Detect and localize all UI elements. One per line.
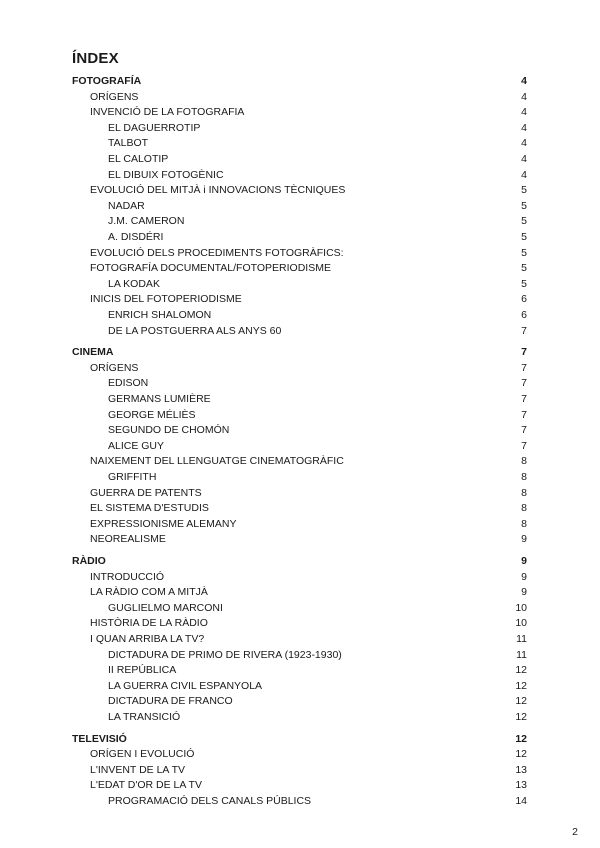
toc-entry-title: EXPRESSIONISME ALEMANY	[90, 517, 237, 530]
toc-entry-title: TALBOT	[108, 137, 149, 150]
toc-entry-page: 7	[521, 393, 527, 405]
toc-entry[interactable]	[0, 308, 600, 322]
toc-entry[interactable]	[0, 168, 600, 182]
toc-entry-title: L'INVENT DE LA TV	[90, 763, 185, 776]
toc-entry[interactable]	[0, 585, 600, 599]
toc-entry-page: 10	[515, 601, 527, 614]
toc-entry-title: ORÍGENS	[90, 361, 139, 374]
toc-entry-title: II REPÚBLICA	[108, 664, 177, 677]
toc-entry-page: 5	[521, 246, 527, 259]
toc-entry-title: GERMANS LUMIÈRE	[108, 393, 211, 405]
toc-entry-page: 7	[521, 424, 527, 437]
toc-entry[interactable]	[0, 90, 600, 104]
toc-entry-title: A. DISDÉRI	[108, 231, 164, 243]
toc-entry-title: SEGUNDO DE CHOMÓN	[108, 424, 230, 437]
toc-entry-page: 5	[521, 262, 527, 275]
toc-entry[interactable]	[0, 486, 600, 500]
toc-entry[interactable]	[0, 632, 600, 646]
toc-entry[interactable]	[0, 694, 600, 708]
page-number: 2	[572, 826, 578, 838]
toc-entry-page: 5	[521, 277, 527, 290]
toc-entry-title: J.M. CAMERON	[108, 215, 185, 228]
toc-entry-title: EDISON	[108, 377, 149, 390]
toc-entry-page: 14	[515, 795, 527, 807]
toc-entry-page: 4	[521, 75, 527, 87]
toc-entry-page: 4	[521, 106, 527, 119]
toc-entry-page: 12	[515, 748, 527, 761]
toc-entry-title: INTRODUCCIÓ	[90, 570, 165, 583]
toc-entry-page: 4	[521, 137, 527, 150]
toc-entry[interactable]	[0, 324, 600, 338]
toc-entry-title: EL SISTEMA D'ESTUDIS	[90, 502, 209, 515]
toc-entry-title: LA KODAK	[108, 277, 160, 290]
toc-entry-page: 12	[515, 695, 527, 708]
toc-entry[interactable]	[0, 747, 600, 761]
toc-entry-title: GRIFFITH	[108, 471, 157, 483]
toc-entry[interactable]	[0, 517, 600, 531]
toc-entry-title: EVOLUCIÓ DEL MITJÀ i INNOVACIONS TÈCNIQUES	[90, 184, 346, 197]
toc-entry-page: 7	[521, 408, 527, 421]
toc-section[interactable]	[0, 554, 600, 568]
toc-entry[interactable]	[0, 261, 600, 275]
toc-entry-title: PROGRAMACIÓ DELS CANALS PÚBLICS	[108, 795, 312, 807]
toc-entry[interactable]	[0, 214, 600, 228]
toc-entry-title: ORÍGEN I EVOLUCIÓ	[90, 748, 195, 761]
toc-entry-page: 12	[515, 711, 527, 723]
toc-entry[interactable]	[0, 105, 600, 119]
toc-entry-title: LA GUERRA CIVIL ESPANYOLA	[108, 679, 263, 692]
toc-entry[interactable]	[0, 230, 600, 244]
toc-entry[interactable]	[0, 408, 600, 422]
toc-entry[interactable]	[0, 454, 600, 468]
toc-entry[interactable]	[0, 663, 600, 677]
toc-entry-page: 5	[521, 199, 527, 212]
toc-entry[interactable]	[0, 392, 600, 406]
toc-entry[interactable]	[0, 601, 600, 615]
page-title: ÍNDEX	[72, 50, 119, 67]
toc-entry[interactable]	[0, 763, 600, 777]
toc-entry-title: EL CALOTIP	[108, 153, 169, 165]
toc-entry-title: L'EDAT D'OR DE LA TV	[90, 779, 202, 792]
toc-entry-page: 8	[521, 502, 527, 515]
toc-entry[interactable]	[0, 376, 600, 390]
toc-entry[interactable]	[0, 501, 600, 515]
toc-entry-page: 4	[521, 121, 527, 134]
toc-entry[interactable]	[0, 778, 600, 792]
toc-entry[interactable]	[0, 439, 600, 453]
toc-entry[interactable]	[0, 361, 600, 375]
toc-entry-page: 7	[521, 361, 527, 374]
toc-entry-page: 11	[516, 633, 527, 645]
toc-entry-page: 4	[521, 90, 527, 103]
toc-section[interactable]	[0, 732, 600, 746]
toc-entry-title: INVENCIÓ DE LA FOTOGRAFIA	[90, 106, 245, 119]
toc-entry-title: GEORGE MÉLIÈS	[108, 408, 196, 421]
toc-entry-page: 8	[521, 455, 527, 468]
toc-entry-title: ALICE GUY	[108, 439, 165, 452]
toc-entry-page: 7	[521, 377, 527, 390]
toc-entry-title: EL DIBUIX FOTOGÈNIC	[108, 168, 224, 181]
toc-entry-page: 8	[521, 486, 527, 499]
toc-entry-title: NAIXEMENT DEL LLENGUATGE CINEMATOGRÀFIC	[90, 455, 344, 468]
toc-entry[interactable]	[0, 570, 600, 584]
toc-entry-page: 11	[516, 648, 527, 661]
toc-entry-page: 13	[515, 779, 527, 792]
toc-entry-title: GUERRA DE PATENTS	[90, 486, 202, 499]
toc-entry-page: 4	[521, 153, 527, 165]
toc-entry-page: 10	[515, 617, 527, 630]
toc-entry[interactable]	[0, 136, 600, 150]
toc-entry-title: LA RÀDIO COM A MITJÀ	[90, 586, 208, 599]
toc-entry-title: NADAR	[108, 199, 145, 212]
toc-entry-title: INICIS DEL FOTOPERIODISME	[90, 293, 242, 306]
toc-entry-page: 7	[521, 439, 527, 452]
toc-entry-title: FOTOGRAFÍA DOCUMENTAL/FOTOPERIODISME	[90, 262, 331, 275]
toc-entry[interactable]	[0, 183, 600, 197]
toc-entry-title: ORÍGENS	[90, 90, 139, 103]
toc-entry[interactable]	[0, 199, 600, 213]
toc-entry[interactable]	[0, 277, 600, 291]
toc-entry-title: HISTÒRIA DE LA RÀDIO	[90, 617, 208, 630]
toc-entry[interactable]	[0, 152, 600, 166]
toc-entry-title: DICTADURA DE PRIMO DE RIVERA (1923-1930)	[108, 648, 342, 661]
toc-section[interactable]	[0, 74, 600, 88]
toc-entry[interactable]	[0, 292, 600, 306]
toc-entry-page: 6	[521, 309, 527, 321]
toc-entry[interactable]	[0, 246, 600, 260]
toc-entry-title: RÀDIO	[72, 555, 106, 567]
toc-entry-page: 9	[521, 533, 527, 546]
toc-entry-page: 4	[521, 168, 527, 181]
toc-entry-title: DE LA POSTGUERRA ALS ANYS 60	[108, 324, 282, 337]
toc-entry-page: 9	[521, 586, 527, 599]
toc-entry-page: 5	[521, 184, 527, 197]
toc-entry-page: 8	[521, 471, 527, 483]
toc-entry[interactable]	[0, 710, 600, 724]
toc-entry-page: 5	[521, 231, 527, 243]
toc-entry-page: 9	[521, 555, 527, 567]
toc-entry-page: 12	[515, 732, 527, 745]
toc-entry-page: 7	[521, 324, 527, 337]
toc-entry[interactable]	[0, 616, 600, 630]
toc-entry-title: DICTADURA DE FRANCO	[108, 695, 233, 708]
toc-entry-title: TELEVISIÓ	[72, 732, 127, 745]
toc-entry-title: EVOLUCIÓ DELS PROCEDIMENTS FOTOGRÀFICS:	[90, 246, 344, 259]
toc-entry[interactable]	[0, 121, 600, 135]
toc-entry-page: 7	[521, 346, 527, 359]
toc-entry-title: FOTOGRAFÍA	[72, 75, 142, 87]
toc-entry-title: I QUAN ARRIBA LA TV?	[90, 633, 205, 645]
toc-entry-title: CINEMA	[72, 346, 114, 359]
toc-entry-title: ENRICH SHALOMON	[108, 309, 212, 321]
toc-entry-page: 12	[515, 679, 527, 692]
toc-entry-page: 5	[521, 215, 527, 228]
toc-entry-title: GUGLIELMO MARCONI	[108, 601, 223, 614]
toc-entry-page: 12	[515, 664, 527, 677]
toc-entry[interactable]	[0, 648, 600, 662]
toc-entry-page: 8	[521, 517, 527, 530]
toc-entry-page: 9	[521, 570, 527, 583]
toc-entry[interactable]	[0, 794, 600, 808]
toc-entry[interactable]	[0, 532, 600, 546]
toc-entry-page: 13	[515, 763, 527, 776]
toc-entry[interactable]	[0, 679, 600, 693]
toc-entry[interactable]	[0, 423, 600, 437]
toc-section[interactable]	[0, 345, 600, 359]
toc-entry-title: NEOREALISME	[90, 533, 166, 546]
toc-entry-page: 6	[521, 293, 527, 306]
toc-entry-title: EL DAGUERROTIP	[108, 121, 201, 134]
toc-entry[interactable]	[0, 470, 600, 484]
toc-entry-title: LA TRANSICIÓ	[108, 711, 181, 723]
